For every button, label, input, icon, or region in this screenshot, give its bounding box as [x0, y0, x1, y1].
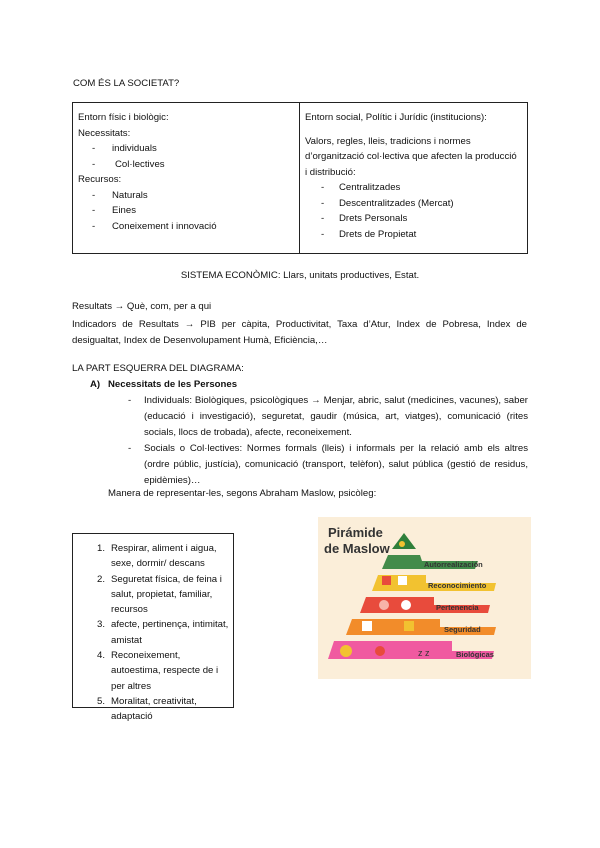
maslow-list-box — [72, 533, 234, 723]
list-item: - Descentralitzades (Mercat) — [321, 197, 454, 209]
heart-icon — [379, 600, 389, 610]
indicadors-paragraph: Indicadors de Resultats → PIB per càpita, Productivitat, Taxa d’Atur, Index de Pobresa, Index de desigualtat, Index de Desenvolupament Humà, Eficiència,… — [72, 319, 527, 346]
dog-icon — [401, 600, 411, 610]
level-label-pertenencia: Pertenencia — [436, 603, 479, 612]
maslow-intro: Manera de representar-les, segons Abraham Maslow, psicòleg: — [108, 488, 377, 499]
list-item: - Col·lectives — [92, 158, 165, 170]
list-item: 3. afecte, pertinença, intimitat, amistat — [96, 619, 229, 646]
entorn-social-cell — [305, 110, 520, 242]
pyramid-title-1: Pirámide — [328, 525, 383, 540]
list-item: - individuals — [92, 143, 157, 154]
entorn-social-heading: Entorn social, Polític i Jurídic (institucions): — [305, 112, 487, 123]
bullet-item: - Individuals: Biològiques, psicològiques → Menjar, abric, salut (medicines, vacunes), saber (educació i investigació), seguretat, gaudir (música, art, viatges), comunicació (rites socials, llocs de trobada), afecte, reconeixement. — [128, 395, 528, 438]
maslow-pyramid-image — [318, 517, 531, 679]
page-title: COM ÉS LA SOCIETAT? — [73, 78, 180, 89]
banana-icon — [340, 645, 352, 657]
recursos-label: Recursos: — [78, 174, 122, 185]
apple-icon — [375, 646, 385, 656]
level-label-reconocimiento: Reconocimiento — [428, 581, 487, 590]
section-a-heading — [90, 379, 237, 390]
table-divider — [299, 103, 300, 253]
section-heading: LA PART ESQUERRA DEL DIAGRAMA: — [72, 363, 244, 374]
trophy-icon — [399, 541, 405, 547]
house-icon — [362, 621, 372, 631]
bullet-item: - Socials o Col·lectives: Normes formals (lleis) i informals per la relació amb els altres (ordre públic, justícia), comunicació (transport, telèfon), salut pública (gestió de residus, epidèmies)… — [128, 443, 528, 486]
lock-icon — [404, 621, 414, 631]
list-item: - Coneixement i innovació — [92, 220, 217, 232]
section-a-marker: A) — [90, 379, 101, 390]
list-item: - Centralitzades — [321, 182, 401, 193]
list-item: - Naturals — [92, 189, 148, 201]
level-label-autorrealizacion: Autorrealización — [424, 560, 483, 569]
maslow-list — [81, 541, 231, 725]
list-item: - Drets de Propietat — [321, 228, 417, 240]
necessitats-label: Necessitats: — [78, 127, 131, 139]
entorn-fisic-heading: Entorn físic i biològic: — [78, 112, 169, 123]
level-label-seguridad: Seguridad — [444, 625, 481, 634]
entorn-table — [72, 102, 528, 254]
pyramid-level-1 — [392, 533, 416, 549]
medal-icon — [382, 576, 391, 585]
entorn-social-description: Valors, regles, lleis, tradicions i normes d’organització col·lectiva que afecten la producció i distribució: — [305, 135, 517, 178]
list-item: 4. Reconeixement, autoestima, respecte de i per altres — [96, 650, 219, 692]
list-item: 5. Moralitat, creativitat, adaptació — [96, 695, 197, 723]
pyramid-title-2: de Maslow — [324, 541, 390, 556]
resultats-line: Resultats → Què, com, per a qui — [72, 301, 212, 312]
list-item: - Drets Personals — [321, 213, 408, 224]
sleep-icon: z z — [418, 648, 430, 658]
list-item: 1. Respirar, aliment i aigua, sexe, dormir/ descans — [96, 543, 217, 570]
sistema-economic: SISTEMA ECONÒMIC: Llars, unitats productives, Estat. — [180, 270, 420, 281]
list-item: 2. Seguretat física, de feina i salut, propietat, familiar, recursos — [96, 573, 222, 616]
maslow-pyramid-svg — [318, 517, 531, 679]
level-label-biologicas: Biológicas — [456, 650, 494, 659]
entorn-fisic-cell — [78, 110, 293, 234]
section-a-label: Necessitats de les Persones — [108, 379, 238, 390]
certificate-icon — [398, 576, 407, 585]
list-item: - Eines — [92, 205, 136, 216]
